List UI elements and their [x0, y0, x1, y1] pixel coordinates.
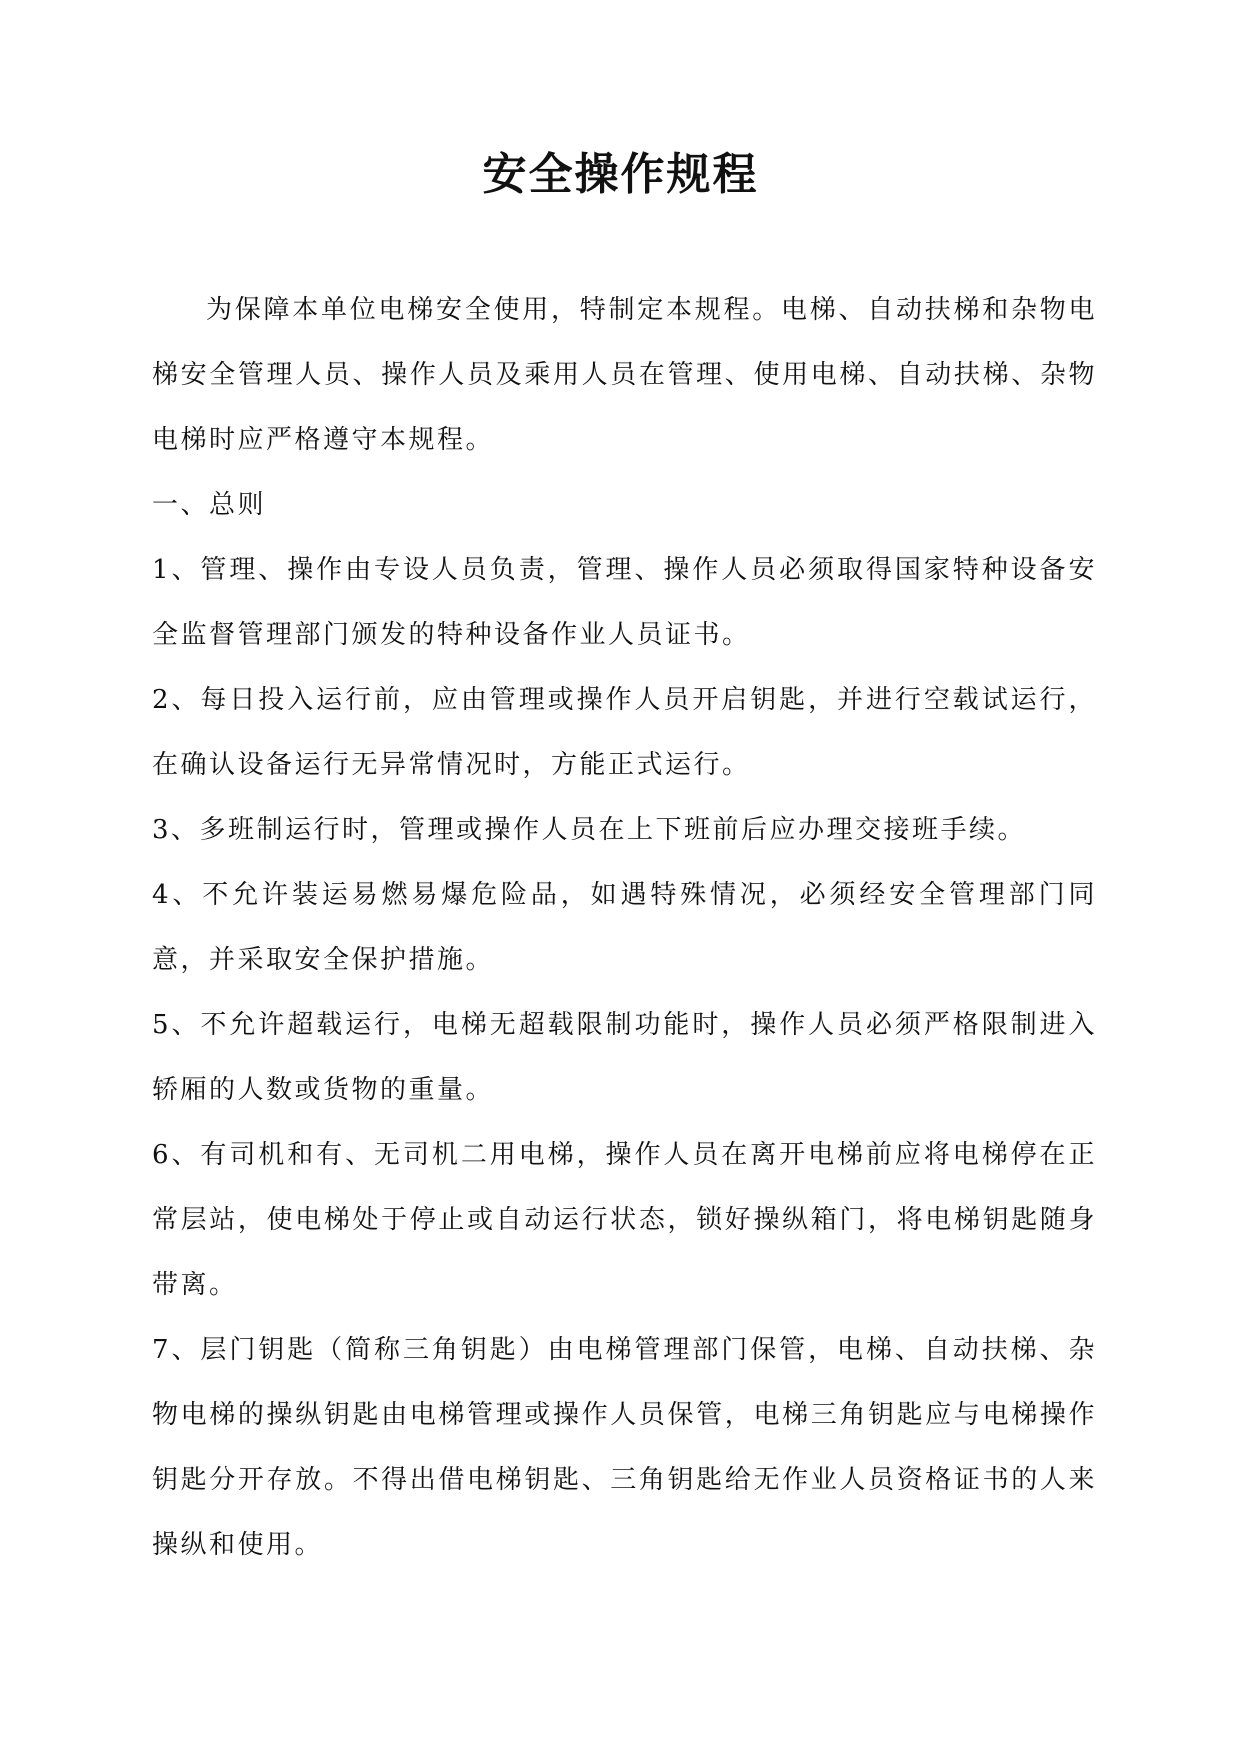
rule-item-3: 3、多班制运行时，管理或操作人员在上下班前后应办理交接班手续。: [152, 815, 1027, 845]
intro-paragraph: 为保障本单位电梯安全使用，特制定本规程。电梯、自动扶梯和杂物电梯安全管理人员、操作人员及乘用人员在管理、使用电梯、自动扶梯、杂物电梯时应严格遵守本规程。: [152, 295, 1097, 455]
rule-item-1: 1、管理、操作由专设人员负责，管理、操作人员必须取得国家特种设备安全监督管理部门颁发的特种设备作业人员证书。: [152, 555, 1097, 650]
rule-item-5: 5、不允许超载运行，电梯无超载限制功能时，操作人员必须严格限制进入轿厢的人数或货物的重量。: [152, 1010, 1097, 1105]
document-title: 安全操作规程: [482, 149, 759, 200]
rule-item-6: 6、有司机和有、无司机二用电梯，操作人员在离开电梯前应将电梯停在正常层站，使电梯处于停止或自动运行状态，锁好操纵箱门，将电梯钥匙随身带离。: [152, 1140, 1097, 1300]
rule-item-4: 4、不允许装运易燃易爆危险品，如遇特殊情况，必须经安全管理部门同意，并采取安全保护措施。: [152, 880, 1097, 975]
document-body: [152, 278, 1097, 1578]
rule-item-7: 7、层门钥匙（简称三角钥匙）由电梯管理部门保管，电梯、自动扶梯、杂物电梯的操纵钥匙由电梯管理或操作人员保管，电梯三角钥匙应与电梯操作钥匙分开存放。不得出借电梯钥匙、三角钥匙给无作业人员资格证书的人来操纵和使用。: [152, 1335, 1097, 1560]
section-heading-general: 一、总则: [152, 490, 267, 520]
rule-item-2: 2、每日投入运行前，应由管理或操作人员开启钥匙，并进行空载试运行，在确认设备运行无异常情况时，方能正式运行。: [152, 685, 1097, 780]
